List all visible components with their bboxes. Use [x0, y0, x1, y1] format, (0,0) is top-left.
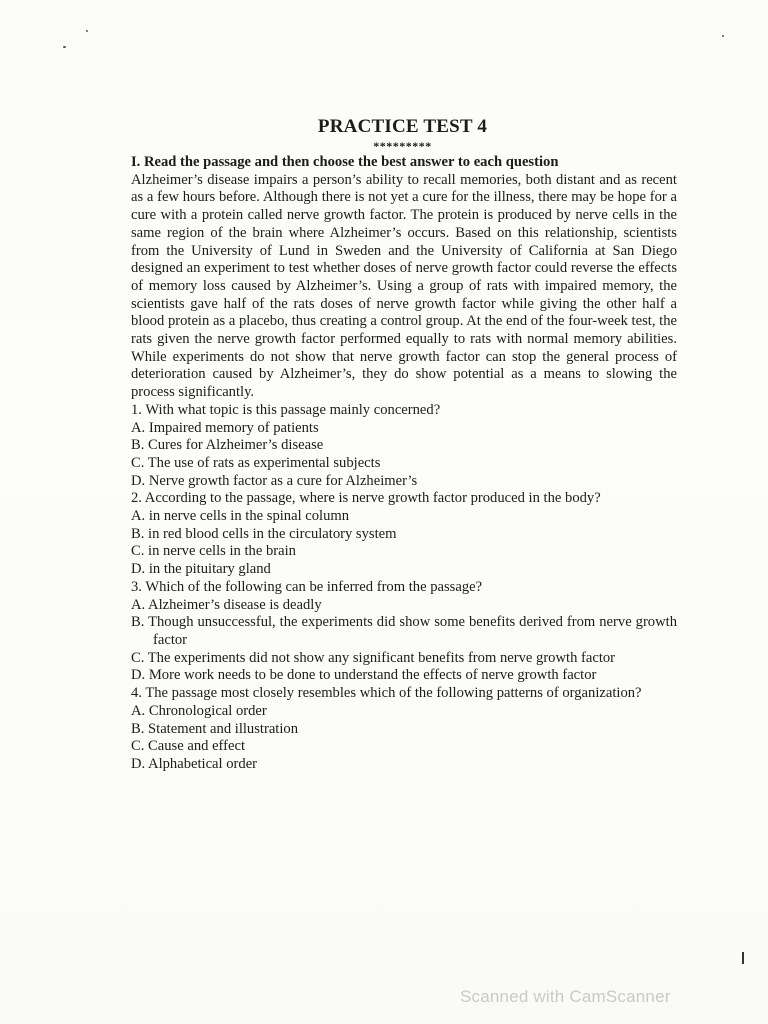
answer-option: C. in nerve cells in the brain	[131, 543, 296, 560]
question-block	[131, 685, 677, 774]
camscanner-watermark: Scanned with CamScanner	[460, 987, 671, 1006]
answer-option: D. More work needs to be done to understand the effects of nerve growth factor	[131, 667, 597, 684]
answer-option: B. Cures for Alzheimer’s disease	[131, 437, 324, 454]
answer-option: D. Alphabetical order	[131, 755, 258, 772]
question-block	[131, 490, 677, 579]
answer-option: C. The use of rats as experimental subjects	[131, 454, 381, 471]
answer-option: A. in nerve cells in the spinal column	[131, 508, 350, 525]
question-text: 4. The passage most closely resembles which of the following patterns of organization?	[131, 685, 642, 702]
answer-option: A. Alzheimer’s disease is deadly	[131, 596, 322, 613]
answer-option: C. The experiments did not show any significant benefits from nerve growth factor	[131, 649, 616, 666]
answer-option: D. in the pituitary gland	[131, 561, 271, 578]
question-text: 3. Which of the following can be inferred from the passage?	[131, 578, 483, 595]
answer-option: A. Impaired memory of patients	[131, 419, 319, 436]
scan-speck	[86, 30, 88, 32]
answer-option: B. Though unsuccessful, the experiments did show some benefits derived from nerve growth factor	[131, 614, 677, 648]
question-block	[131, 402, 677, 491]
question-text: 1. With what topic is this passage mainly concerned?	[131, 401, 441, 418]
title-stars: *********	[373, 139, 432, 153]
answer-option: B. Statement and illustration	[131, 720, 298, 737]
answer-option: B. in red blood cells in the circulatory system	[131, 525, 397, 542]
question-block	[131, 579, 677, 685]
answer-option: A. Chronological order	[131, 702, 267, 719]
reading-passage: Alzheimer’s disease impairs a person’s ability to recall memories, both distant and as recent as a few hours before. Although there is not yet a cure for the illness, there may be hope for a cure with a protein called nerve growth factor. The protein is produced by nerve cells in the same region of the brain where Alzheimer’s occurs. Based on this relationship, scientists from the University of Lund in Sweden and the University of California at San Diego designed an experiment to test whether doses of nerve growth factor could reverse the effects of memory loss caused by Alzheimer’s. Using a group of rats with impaired memory, the scientists gave half of the rats doses of nerve growth factor while giving the other half a blood protein as a placebo, thus creating a control group. At the end of the four-week test, the rats given the nerve growth factor performed equally to rats with normal memory abilities. While experiments do not show that nerve growth factor can stop the general process of deterioration caused by Alzheimer’s, they do show potential as a means to slowing the process significantly.	[131, 171, 677, 401]
test-content	[131, 154, 677, 774]
answer-option: D. Nerve growth factor as a cure for Alzheimer’s	[131, 472, 418, 489]
scan-edge-mark	[742, 952, 744, 964]
answer-option: C. Cause and effect	[131, 738, 246, 755]
question-text: 2. According to the passage, where is nerve growth factor produced in the body?	[131, 490, 601, 507]
page-title: PRACTICE TEST 4	[317, 116, 488, 137]
section-heading: I. Read the passage and then choose the best answer to each question	[131, 154, 559, 170]
scan-speck	[722, 35, 724, 37]
scan-speck	[63, 46, 66, 48]
